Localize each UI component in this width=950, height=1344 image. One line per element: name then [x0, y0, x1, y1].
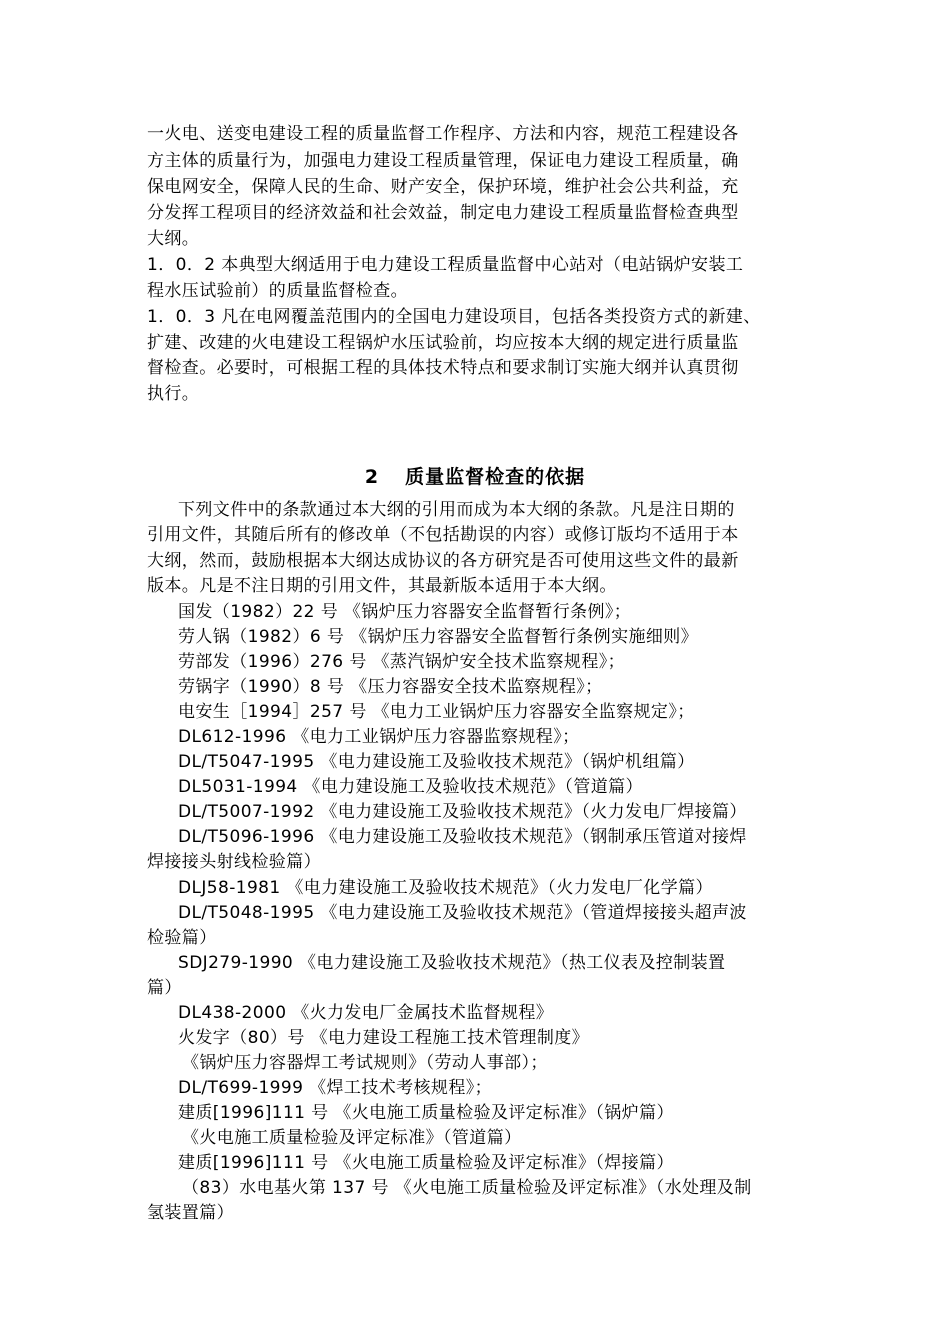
- paragraph-line: 版本。凡是不注日期的引用文件，其最新版本适用于本大纲。: [147, 576, 617, 596]
- reference-item: DL/T5047-1995 《电力建设施工及验收技术规范》（锅炉机组篇）: [178, 752, 695, 772]
- intro-line: 执行。: [147, 384, 200, 404]
- intro-line: 大纲。: [147, 229, 200, 249]
- reference-item-continued: 焊接接头射线检验篇）: [147, 852, 321, 872]
- reference-item-continued: 篇）: [147, 978, 182, 998]
- reference-item: 建质[1996]111 号 《火电施工质量检验及评定标准》（锅炉篇）: [178, 1103, 674, 1123]
- clause-1-0-3: 1．0．3 凡在电网覆盖范围内的全国电力建设项目，包括各类投资方式的新建、: [147, 307, 761, 327]
- intro-line: 一火电、送变电建设工程的质量监督工作程序、方法和内容，规范工程建设各: [147, 124, 739, 144]
- paragraph-line: 大纲，然而，鼓励根据本大纲达成协议的各方研究是否可使用这些文件的最新: [147, 551, 739, 571]
- intro-line: 督检查。必要时，可根据工程的具体技术特点和要求制订实施大纲并认真贯彻: [147, 358, 739, 378]
- reference-item-continued: 检验篇）: [147, 928, 217, 948]
- reference-item: 《火电施工质量检验及评定标准》（管道篇）: [182, 1128, 522, 1148]
- reference-item: 劳人锅（1982）6 号 《锅炉压力容器安全监督暂行条例实施细则》: [178, 627, 699, 647]
- reference-item: 劳锅字（1990）8 号 《压力容器安全技术监察规程》；: [178, 677, 603, 697]
- section-number: 2: [364, 466, 380, 488]
- intro-line: 方主体的质量行为，加强电力建设工程质量管理，保证电力建设工程质量，确: [147, 151, 739, 171]
- clause-1-0-2: 1．0．2 本典型大纲适用于电力建设工程质量监督中心站对（电站锅炉安装工: [147, 255, 744, 275]
- reference-item: （83）水电基火第 137 号 《火电施工质量检验及评定标准》（水处理及制: [182, 1178, 752, 1198]
- intro-line: 扩建、改建的火电建设工程锅炉水压试验前，均应按本大纲的规定进行质量监: [147, 333, 739, 353]
- reference-item: DL438-2000 《火力发电厂金属技术监督规程》: [178, 1003, 554, 1023]
- paragraph-line: 下列文件中的条款通过本大纲的引用而成为本大纲的条款。凡是注日期的: [178, 500, 735, 520]
- reference-item: DL5031-1994 《电力建设施工及验收技术规范》（管道篇）: [178, 777, 643, 797]
- reference-item: 《锅炉压力容器焊工考试规则》（劳动人事部）；: [182, 1053, 548, 1073]
- reference-item: 电安生［1994］257 号 《电力工业锅炉压力容器安全监察规定》；: [178, 702, 695, 722]
- intro-line: 分发挥工程项目的经济效益和社会效益，制定电力建设工程质量监督检查典型: [147, 203, 739, 223]
- reference-item: DLJ58-1981 《电力建设施工及验收技术规范》（火力发电厂化学篇）: [178, 878, 713, 898]
- reference-item: DL/T5007-1992 《电力建设施工及验收技术规范》（火力发电厂焊接篇）: [178, 802, 747, 822]
- intro-line: 程水压试验前）的质量监督检查。: [147, 281, 408, 301]
- reference-item: 建质[1996]111 号 《火电施工质量检验及评定标准》（焊接篇）: [178, 1153, 674, 1173]
- reference-item: DL/T5048-1995 《电力建设施工及验收技术规范》（管道焊接接头超声波: [178, 903, 747, 923]
- reference-item: DL/T699-1999 《焊工技术考核规程》；: [178, 1078, 493, 1098]
- reference-item: DL/T5096-1996 《电力建设施工及验收技术规范》（钢制承压管道对接焊: [178, 827, 747, 847]
- reference-item: 劳部发（1996）276 号 《蒸汽锅炉安全技术监察规程》；: [178, 652, 626, 672]
- reference-item-continued: 氢装置篇）: [147, 1203, 234, 1223]
- paragraph-line: 引用文件，其随后所有的修改单（不包括勘误的内容）或修订版均不适用于本: [147, 525, 739, 545]
- reference-item: SDJ279-1990 《电力建设施工及验收技术规范》（热工仪表及控制装置: [178, 953, 726, 973]
- reference-item: DL612-1996 《电力工业锅炉压力容器监察规程》；: [178, 727, 580, 747]
- reference-item: 火发字（80）号 《电力建设工程施工技术管理制度》: [178, 1028, 590, 1048]
- intro-line: 保电网安全，保障人民的生命、财产安全，保护环境，维护社会公共利益，充: [147, 177, 739, 197]
- reference-item: 国发（1982）22 号 《锅炉压力容器安全监督暂行条例》；: [178, 602, 632, 622]
- section-heading: [0, 462, 950, 489]
- section-title: 质量监督检查的依据: [405, 466, 586, 488]
